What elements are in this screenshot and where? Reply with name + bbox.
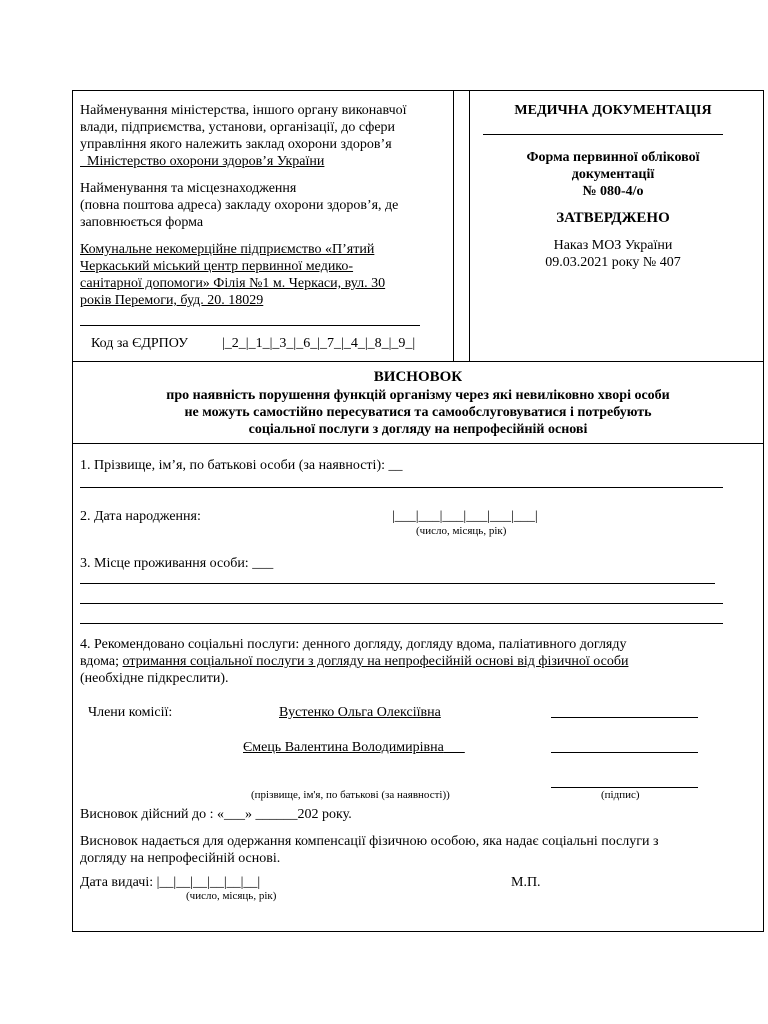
signature-line-3[interactable] bbox=[551, 787, 698, 788]
purpose-line-2: догляду на непрофесійній основі. bbox=[80, 851, 281, 866]
order-line-1: Наказ МОЗ України bbox=[553, 238, 673, 253]
header-divider-left bbox=[453, 90, 454, 361]
title-bottom-rule bbox=[72, 443, 764, 444]
facility-value-3: санітарної допомоги» Філія №1 м. Черкаси, вул. 30 bbox=[80, 276, 386, 291]
residence-line-3[interactable] bbox=[80, 623, 723, 624]
commission-name-hint: (прізвище, ім'я, по батькові (за наявності)) bbox=[251, 789, 450, 801]
facility-rule bbox=[80, 325, 420, 326]
facility-label-1: Найменування та місцезнаходження bbox=[80, 181, 297, 196]
dob-hint: (число, місяць, рік) bbox=[416, 525, 507, 537]
services-line-3: (необхідне підкреслити). bbox=[80, 671, 229, 686]
services-prefix: вдома; bbox=[80, 654, 123, 669]
conclusion-subtitle-2: не можуть самостійно пересуватися та самообслуговуватися і потребують bbox=[184, 405, 652, 420]
services-line-2 bbox=[80, 653, 628, 670]
signature-hint: (підпис) bbox=[601, 789, 640, 801]
stamp-placeholder: М.П. bbox=[511, 875, 541, 890]
med-doc-rule bbox=[483, 134, 723, 135]
full-name-line[interactable] bbox=[80, 487, 723, 488]
signature-line-2[interactable] bbox=[551, 752, 698, 753]
med-doc-title: МЕДИЧНА ДОКУМЕНТАЦІЯ bbox=[514, 103, 712, 118]
ministry-label-1: Найменування міністерства, іншого органу виконавчої bbox=[80, 103, 407, 118]
conclusion-title: ВИСНОВОК bbox=[373, 369, 463, 385]
full-name-label: 1. Прізвище, ім’я, по батькові особи (за наявності): __ bbox=[80, 458, 403, 473]
facility-value-1: Комунальне некомерційне підприємство «П’ятий bbox=[80, 242, 375, 257]
edrpou-value: |_2_|_1_|_3_|_6_|_7_|_4_|_8_|_9_| bbox=[222, 336, 416, 351]
form-number: № 080-4/о bbox=[582, 184, 644, 199]
issue-date-hint: (число, місяць, рік) bbox=[186, 890, 277, 902]
commission-label: Члени комісії: bbox=[88, 705, 173, 720]
conclusion-subtitle-3: соціальної послуги з догляду на непрофесійній основі bbox=[248, 422, 588, 437]
dob-label: 2. Дата народження: bbox=[80, 509, 201, 524]
facility-value-2: Черкаський міський центр первинної медико- bbox=[80, 259, 354, 274]
residence-label: 3. Місце проживання особи: ___ bbox=[80, 556, 274, 571]
facility-label-2: (повна поштова адреса) закладу охорони здоров’я, де bbox=[80, 198, 399, 213]
commission-member-1: Вустенко Ольга Олексіївна bbox=[279, 705, 441, 720]
form-line-2: документації bbox=[571, 167, 655, 182]
header-bottom-rule bbox=[72, 361, 764, 362]
order-line-2: 09.03.2021 року № 407 bbox=[545, 255, 681, 270]
header-divider-right bbox=[469, 90, 470, 361]
issue-date[interactable]: Дата видачі: |__|__|__|__|__|__| bbox=[80, 875, 261, 890]
commission-member-2: Ємець Валентина Володимирівна bbox=[243, 740, 444, 755]
facility-value-4: років Перемоги, буд. 20. 18029 bbox=[80, 293, 264, 308]
ministry-value: Міністерство охорони здоров’я України bbox=[87, 154, 325, 169]
dob-boxes[interactable]: |___|___|___|___|___|___| bbox=[392, 509, 538, 524]
form-line-1: Форма первинної облікової bbox=[526, 150, 700, 165]
approved-label: ЗАТВЕРДЖЕНО bbox=[556, 210, 670, 226]
services-underlined-option: отримання соціальної послуги з догляду на непрофесійній основі від фізичної особи bbox=[122, 654, 629, 669]
ministry-label-2: влади, підприємства, установи, організації, до сфери bbox=[80, 120, 396, 135]
purpose-line-1: Висновок надається для одержання компенсації фізичною особою, яка надає соціальні послуги з bbox=[80, 834, 659, 849]
residence-line-2[interactable] bbox=[80, 603, 723, 604]
residence-line-1[interactable] bbox=[80, 583, 715, 584]
conclusion-subtitle-1: про наявність порушення функцій організму через які невиліковно хворі особи bbox=[166, 388, 670, 403]
valid-until: Висновок дійсний до : «___» ______202 року. bbox=[80, 807, 352, 822]
facility-label-3: заповнюється форма bbox=[80, 215, 204, 230]
edrpou-label: Код за ЄДРПОУ bbox=[91, 336, 189, 351]
ministry-label-3: управління якого належить заклад охорони здоров’я bbox=[80, 137, 392, 152]
signature-line-1[interactable] bbox=[551, 717, 698, 718]
services-line-1: 4. Рекомендовано соціальні послуги: денного догляду, догляду вдома, паліативного догляду bbox=[80, 637, 627, 652]
